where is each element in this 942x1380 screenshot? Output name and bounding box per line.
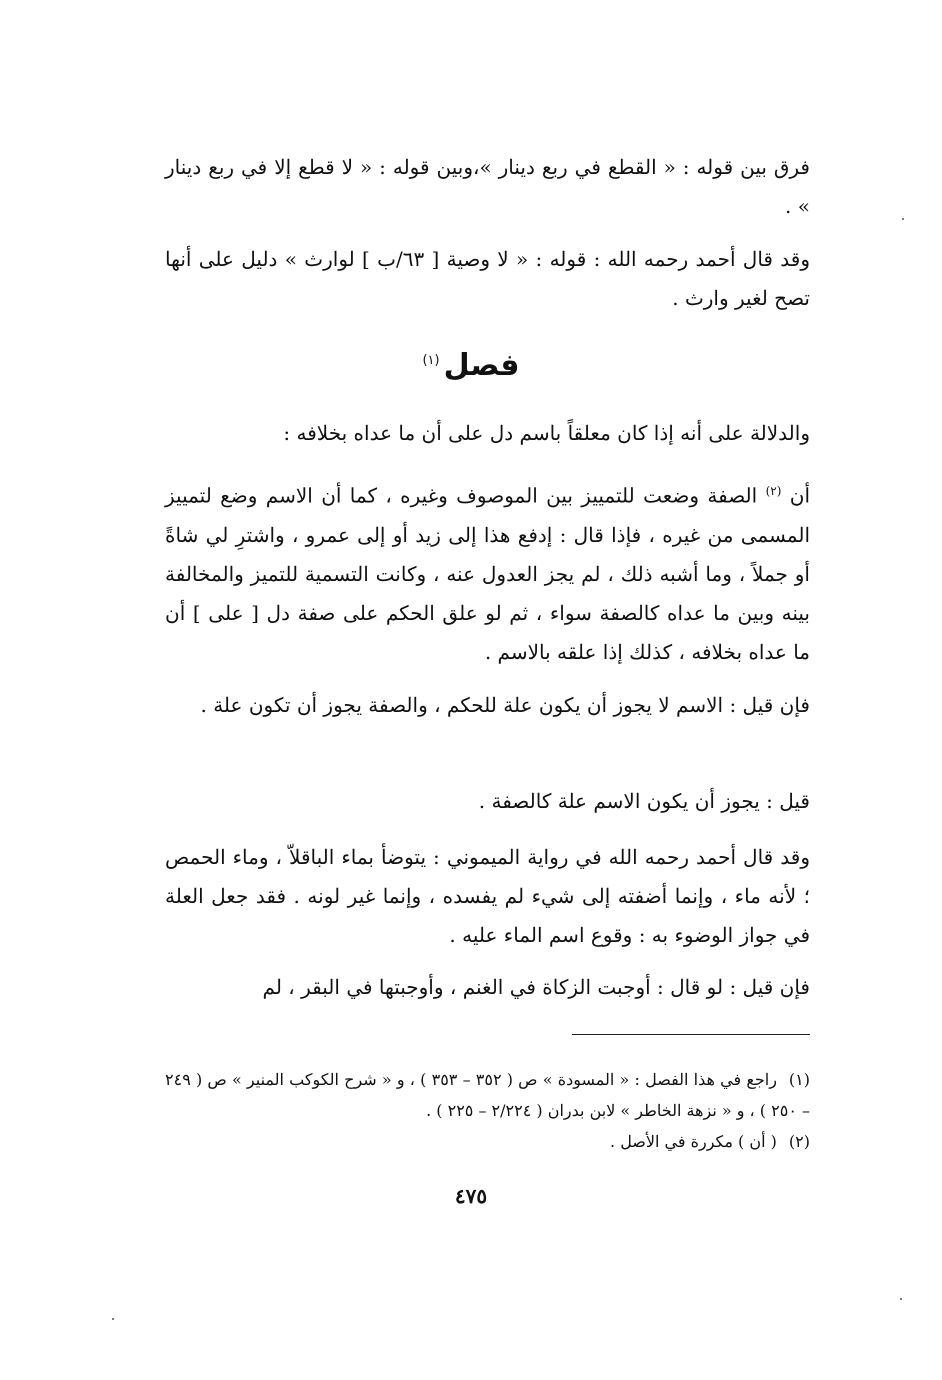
section-heading-footnote-ref: (١) bbox=[422, 353, 440, 368]
paragraph-3: والدلالة على أنه إذا كان معلقاً باسم دل على أن ما عداه بخلافه : bbox=[283, 421, 810, 445]
footnote-separator bbox=[572, 1034, 810, 1035]
paragraph-8: فإن قيل : لو قال : أوجبت الزكاة في الغنم ، وأوجبتها في البقر ، لم bbox=[262, 975, 810, 999]
footnote-2 bbox=[165, 1126, 810, 1157]
footnote-2-text: ( أن ) مكررة في الأصل . bbox=[610, 1132, 777, 1151]
scan-speck bbox=[900, 1298, 902, 1300]
page-number: ٤٧٥ bbox=[454, 1184, 488, 1208]
paragraph-6: قيل : يجوز أن يكون الاسم علة كالصفة . bbox=[478, 789, 810, 813]
paragraph-4-start: أن bbox=[789, 483, 810, 508]
section-heading-title: فصل bbox=[443, 348, 520, 383]
footnote-2-number: (٢) bbox=[788, 1132, 810, 1151]
scan-speck bbox=[902, 218, 904, 220]
paragraph-2: وقد قال أحمد رحمه الله : قوله : « لا وصية [ ٦٣/ب ] لوارث » دليل على أنها تصح لغير وارث . bbox=[165, 247, 810, 310]
section-heading bbox=[0, 348, 942, 383]
footnote-1-number: (١) bbox=[788, 1070, 811, 1089]
footnote-1 bbox=[165, 1064, 810, 1126]
footnote-1-text: راجع في هذا الفصل : « المسودة » ص ( ٣٥٢ – ٣٥٣ ) ، و « شرح الكوكب المنير » ص ( ٢٤٩ – ٢٥٠ ) ، و « نزهة الخاطر » لابن بدران ( ٢/٢٢٤ – ٢٢٥ ) . bbox=[165, 1070, 810, 1120]
paragraph-5: فإن قيل : الاسم لا يجوز أن يكون علة للحكم ، والصفة يجوز أن تكون علة . bbox=[200, 693, 810, 717]
paragraph-4-footnote-ref: (٢) bbox=[765, 484, 782, 498]
footnotes bbox=[165, 1064, 810, 1157]
scan-speck bbox=[112, 1318, 114, 1320]
paragraph-7: وقد قال أحمد رحمه الله في رواية الميموني : يتوضأ بماء الباقلاّ ، وماء الحمص ؛ لأنه ماء ، وإنما أضفته إلى شيء لم يفسده ، وإنما غير لونه . فقد جعل العلة في جواز الوضوء به : وقوع اسم الماء عليه . bbox=[165, 845, 810, 947]
paragraph-4 bbox=[165, 472, 810, 672]
paragraph-4-rest: الصفة وضعت للتمييز بين الموصوف وغيره ، كما أن الاسم وضع لتمييز المسمى من غيره ، فإذا قال : إدفع هذا إلى زيد أو إلى عمرو ، واشترِ لي شاةً أو جملاً ، وما أشبه ذلك ، لم يجز العدول عنه ، وكانت التسمية للتميز والمخالفة بينه وبين ما عداه كالصفة سواء ، ثم لو علق الحكم على صفة دل [ على ] أن ما عداه بخلافه ، كذلك إذا علقه بالاسم . bbox=[165, 483, 810, 664]
paragraph-1: فرق بين قوله : « القطع في ربع دينار »،وبين قوله : « لا قطع إلا في ربع دينار » . bbox=[165, 155, 810, 218]
